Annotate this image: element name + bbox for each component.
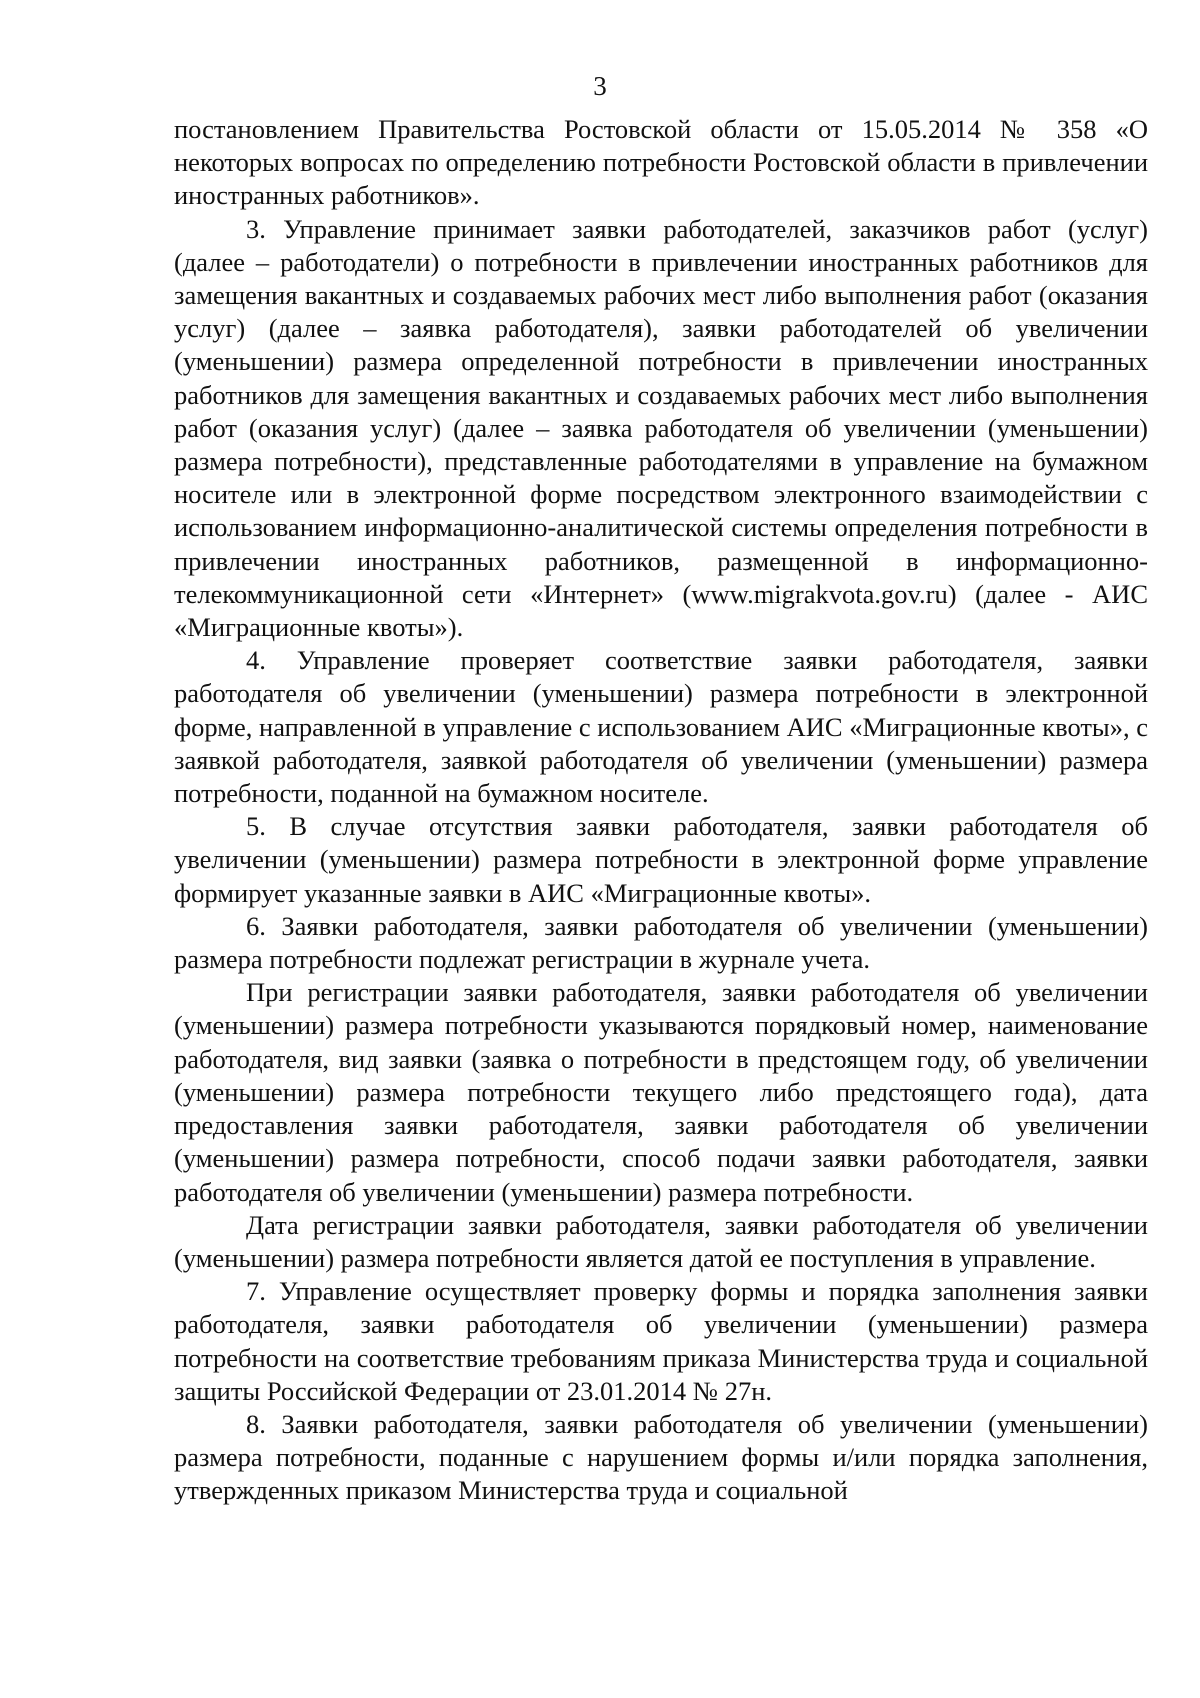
paragraph-registration-date: Дата регистрации заявки работодателя, заявки работодателя об увеличении (уменьшении) размера потребности является датой ее поступления в управление. — [174, 1209, 1148, 1273]
paragraph-item-6: 6. Заявки работодателя, заявки работодателя об увеличении (уменьшении) размера потребности подлежат регистрации в журнале учета. — [174, 910, 1148, 975]
paragraph-registration-details: При регистрации заявки работодателя, заявки работодателя об увеличении (уменьшении) размера потребности указываются порядковый номер, наименование работодателя, вид заявки (заявка о потребности в предстоящем году, об увеличении (уменьшении) размера потребности текущего либо предстоящего года), дата предоставления заявки работодателя, заявки работодателя об увеличении (уменьшении) размера потребности, способ подачи заявки работодателя, заявки работодателя об увеличении (уменьшении) размера потребности. — [174, 977, 1148, 1207]
document-body — [174, 113, 1148, 1508]
paragraph-item-8: 8. Заявки работодателя, заявки работодателя об увеличении (уменьшении) размера потребности, поданные с нарушением формы и/или порядка заполнения, утвержденных приказом Министерства труда и социальной — [174, 1408, 1148, 1506]
paragraph-continuation: постановлением Правительства Ростовской области от 15.05.2014 № 358 «О некоторых вопросах по определению потребности Ростовской области в привлечении иностранных работников». — [174, 114, 1148, 211]
page-number: 3 — [593, 71, 607, 101]
paragraph-item-5: 5. В случае отсутствия заявки работодателя, заявки работодателя об увеличении (уменьшении) размера потребности в электронной форме управление формирует указанные заявки в АИС «Миграционные квоты». — [174, 811, 1148, 908]
paragraph-item-7: 7. Управление осуществляет проверку формы и порядка заполнения заявки работодателя, заявки работодателя об увеличении (уменьшении) размера потребности на соответствие требованиям приказа Министерства труда и социальной защиты Российской Федерации от 23.01.2014 № 27н. — [174, 1276, 1148, 1406]
paragraph-item-4: 4. Управление проверяет соответствие заявки работодателя, заявки работодателя об увеличении (уменьшении) размера потребности в электронной форме, направленной в управление с использованием АИС «Миграционные квоты», с заявкой работодателя, заявкой работодателя об увеличении (уменьшении) размера потребности, поданной на бумажном носителе. — [174, 645, 1148, 809]
paragraph-item-3: 3. Управление принимает заявки работодателей, заказчиков работ (услуг) (далее – работодатели) о потребности в привлечении иностранных работников для замещения вакантных и создаваемых рабочих мест либо выполнения работ (оказания услуг) (далее – заявка работодателя), заявки работодателей об увеличении (уменьшении) размера определенной потребности в привлечении иностранных работников для замещения вакантных и создаваемых рабочих мест либо выполнения работ (оказания услуг) (далее – заявка работодателя об увеличении (уменьшении) размера потребности), представленные работодателями в управление на бумажном носителе или в электронной форме посредством электронного взаимодействии с использованием информационно-аналитической системы определения потребности в привлечении иностранных работников, размещенной в информационно-телекоммуникационной сети «Интернет» (www.migrakvota.gov.ru) (далее - АИС «Миграционные квоты»). — [174, 213, 1148, 643]
